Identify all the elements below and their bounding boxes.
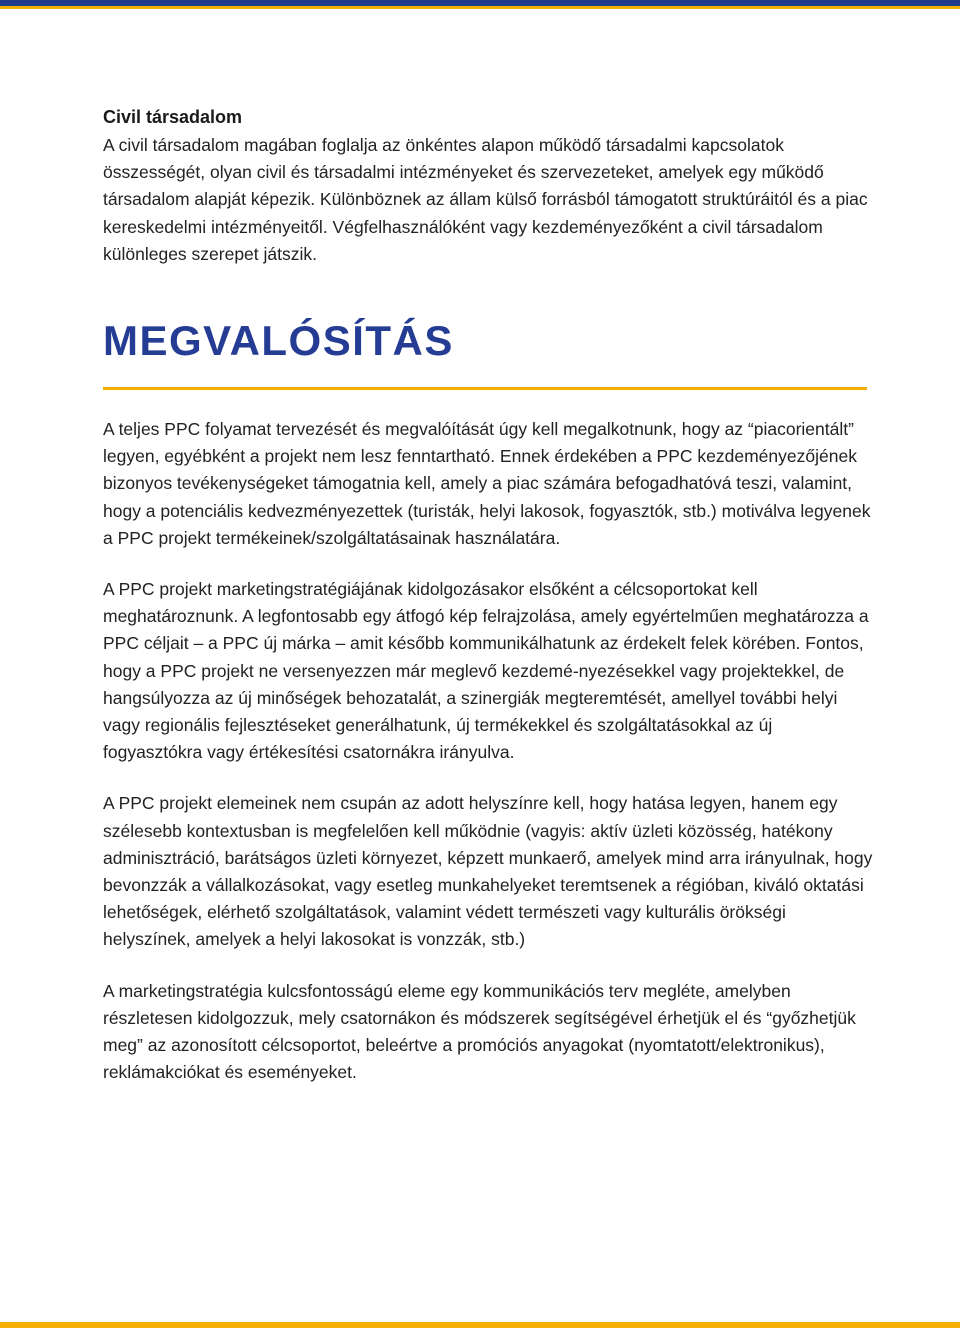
bottom-border-bar xyxy=(0,1322,960,1328)
body-paragraph-1: A teljes PPC folyamat tervezését és megvalóítását úgy kell megalkotnunk, hogy az “piacorientált” legyen, egyébként a projekt nem lesz fenntartható. Ennek érdekében a PPC kezdeményezőjének bizonyos tevékenységeket támogatnia kell, amely a piac számára befogadhatóvá teszi, valamint, hogy a potenciális kedvezményezettek (turisták, helyi lakosok, fogyasztók, stb.) motiválva legyenek a PPC projekt termékeinek/szolgáltatásainak használatára. xyxy=(103,419,871,548)
section-title-civil: Civil társadalom xyxy=(103,107,243,127)
body-paragraph-3: A PPC projekt elemeinek nem csupán az adott helyszínre kell, hogy hatása legyen, hanem egy szélesebb kontextusban is megfelelően kell működnie (vagyis: aktív üzleti közösség, hatékony adminisztráció, barátságos üzleti környezet, képzett munkaerő, amelyek mind arra irányulnak, hogy bevonzzák a vállalkozásokat, vagy esetleg munkahelyeket teremtsenek a régióban, kiváló oktatási lehetőségek, elérhető szolgáltatások, valamint védett természeti vagy kulturális örökségi helyszínek, amelyek a helyi lakosokat is vonzzák, stb.) xyxy=(103,793,873,950)
heading-underline xyxy=(103,387,867,390)
body-paragraph-2: A PPC projekt marketingstratégiájának kidolgozásakor elsőként a célcsoportokat kell meghatároznunk. A legfontosabb egy átfogó kép felrajzolása, amely egyértelműen meghatározza a PPC céljait – a PPC új márka – amit később kommunikálhatunk az érdekelt felek körében. Fontos, hogy a PPC projekt ne versenyezzen már meglevő kezdemé-nyezésekkel vagy projektekkel, de hangsúlyozza az új minőségek behozatalát, a szinergiák megteremtését, amellyel további helyi vagy regionális fejlesztéseket generálhatunk, új termékekkel és szolgáltatásokkal az új fogyasztókra vagy értékesítési csatornákra irányulva. xyxy=(103,579,869,763)
page-content xyxy=(103,104,873,1086)
top-accent-stripe xyxy=(0,6,960,9)
civil-paragraph: A civil társadalom magában foglalja az önkéntes alapon működő társadalmi kapcsolatok összességét, olyan civil és társadalmi intézményeket és szervezeteket, amelyek egy működő társadalom alapját képezik. Különböznek az állam külső forrásból támogatott struktúráitól és a piac kereskedelmi intézményeitől. Végfelhasználóként vagy kezdeményezőként a civil társadalom különleges szerepet játszik. xyxy=(103,135,868,264)
page-heading: MEGVALÓSÍTÁS xyxy=(103,317,454,365)
body-paragraph-4: A marketingstratégia kulcsfontosságú eleme egy kommunikációs terv megléte, amelyben részletesen kidolgozzuk, mely csatornákon és módszerek segítségével érhetjük el és “győzhetjük meg” az azonosított célcsoportot, beleértve a promóciós anyagokat (nyomtatott/elektronikus), reklámakciókat és eseményeket. xyxy=(103,980,856,1083)
